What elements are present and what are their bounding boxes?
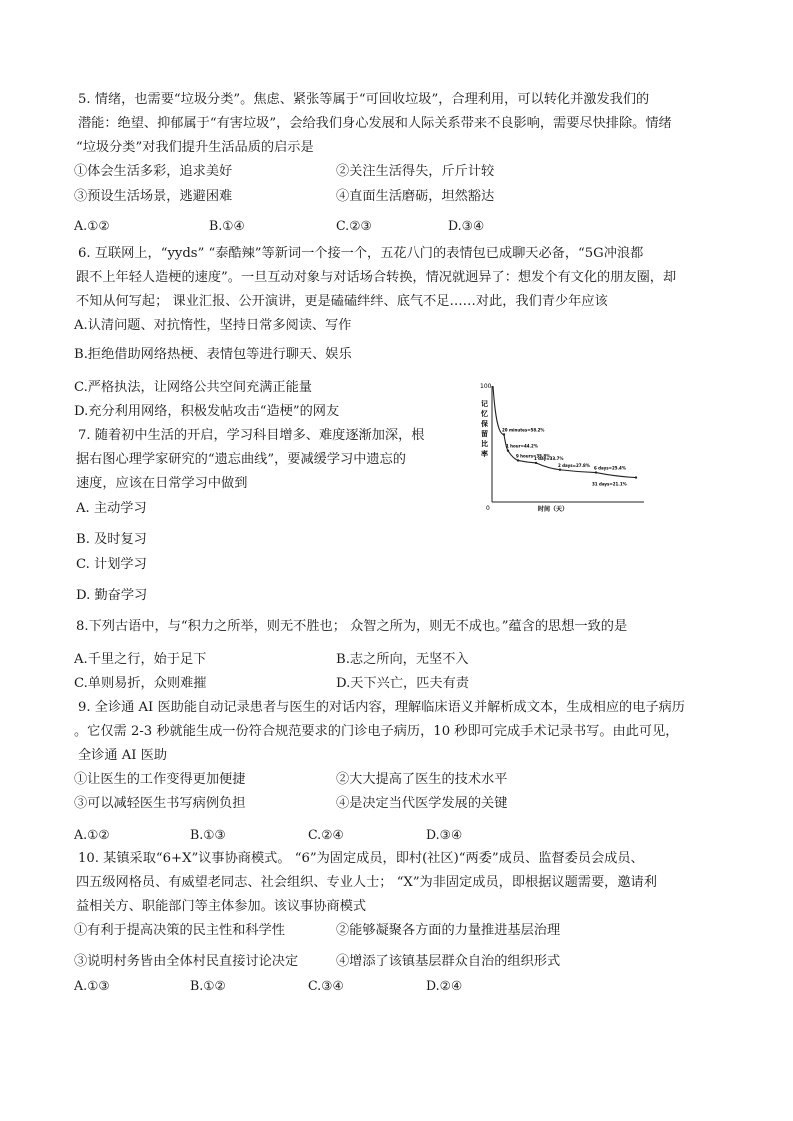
- q8-option-a: A.千里之行，始于足下: [74, 652, 207, 667]
- q10-stem-line2: 四五级网格员、有威望老同志、社会组织、专业人士； “X”为非固定成员，即根据议题需要，邀请利: [76, 875, 657, 890]
- q6-option-b: B.拒绝借助网络热梗、表情包等进行聊天、娱乐: [74, 347, 352, 362]
- curve-point-label: 31 days=21.1%: [592, 481, 627, 487]
- q5-option-a: A.①②: [74, 218, 110, 233]
- q5-option-c: C.②③: [336, 218, 372, 233]
- curve-point-label: 20 minutes=58.2%: [502, 427, 545, 433]
- q7-stem-line2: 据右图心理学家研究的“遗忘曲线”，要减缓学习中遗忘的: [76, 452, 406, 467]
- q8-stem: 8.下列古语中，与“积力之所举，则无不胜也； 众智之所为，则无不成也。”蕴含的思想一致的是: [76, 619, 628, 634]
- q9-option-a: A.①②: [74, 827, 110, 842]
- curve-point-label: 2 days=27.8%: [558, 462, 590, 468]
- q9-option-d: D.③④: [426, 827, 463, 842]
- q7-option-b: B. 及时复习: [76, 532, 147, 547]
- q7-option-a: A. 主动学习: [76, 501, 147, 516]
- q10-stem-line1: 10. 某镇采取“6+X”议事协商模式。 “6”为固定成员，即村(社区)“两委”成员、监督委员会成员、: [78, 851, 644, 866]
- q6-stem-line3: 不知从何写起； 课业汇报、公开演讲，更是磕磕绊绊、底气不足……对此，我们青少年应该: [76, 294, 608, 309]
- q6-stem-line2: 跟不上年轻人造梗的速度”。一旦互动对象与对话场合转换，情况就迥异了：想发个有文化的朋友圈，却: [76, 270, 677, 285]
- q7-option-d: D. 勤奋学习: [76, 588, 148, 603]
- forgetting-curve-chart: [478, 380, 648, 512]
- q9-stem-line1: 9. 全诊通 AI 医助能自动记录患者与医生的对话内容，理解临床语义并解析成文本，生成相应的电子病历: [78, 700, 685, 715]
- q8-option-c: C.单则易折，众则难摧: [74, 676, 207, 691]
- q5-stem-line2: 潜能：绝望、抑郁属于“有害垃圾”，会给我们身心发展和人际关系带来不良影响，需要尽快排除。情绪: [78, 116, 672, 131]
- curve-point: [503, 433, 505, 435]
- q5-statement-3: ③预设生活场景，逃避困难: [74, 189, 233, 204]
- q7-stem-line1: 7. 随着初中生活的开启，学习科目增多、难度逐渐加深，根: [78, 428, 425, 443]
- q7-stem-line3: 速度，应该在日常学习中做到: [76, 476, 248, 491]
- q6-option-a: A.认清问题、对抗惰性，坚持日常多阅读、写作: [74, 318, 352, 333]
- curve-point: [595, 471, 597, 473]
- curve-point: [559, 469, 561, 471]
- q5-option-d: D.③④: [448, 218, 485, 233]
- q7-option-c: C. 计划学习: [76, 557, 147, 572]
- q9-stem-line2: 。它仅需 2-3 秒就能生成一份符合规范要求的门诊电子病历，10 秒即可完成手术记录书写。由此可见，: [74, 724, 679, 739]
- x-axis-label: 时间（天）: [538, 506, 569, 512]
- q10-option-c: C.③④: [308, 978, 344, 993]
- q9-stem-line3: 全诊通 AI 医助: [78, 748, 168, 763]
- origin-label: 0: [486, 505, 490, 512]
- q10-statement-3: ③说明村务皆由全体村民直接讨论决定: [74, 954, 299, 969]
- curve-point-label: 9 hours=35.8%: [516, 453, 551, 459]
- q6-option-c: C.严格执法，让网络公共空间充满正能量: [74, 380, 312, 395]
- curve-point-label: 1 day=33.7%: [534, 455, 564, 461]
- q5-option-b: B.①④: [209, 218, 245, 233]
- q6-stem-line1: 6. 互联网上，“yyds” “泰酷辣”等新词一个接一个，五花八门的表情包已成聊天必备，“5G冲浪都: [78, 246, 644, 261]
- q10-option-a: A.①③: [74, 978, 110, 993]
- q5-statement-2: ②关注生活得失，斤斤计较: [336, 164, 495, 179]
- y-tick-top: 100: [480, 383, 492, 390]
- curve-point-label: 6 days=25.4%: [594, 465, 626, 471]
- q5-stem-line3: “垃圾分类”对我们提升生活品质的启示是: [76, 140, 314, 155]
- q10-statement-1: ①有利于提高决策的民主性和科学性: [74, 923, 285, 938]
- curve-point: [635, 476, 637, 478]
- q6-option-d: D.充分利用网络，积极发帖攻击“造梗”的网友: [74, 404, 340, 419]
- q10-stem-line3: 益相关方、职能部门等主体参加。该议事协商模式: [76, 899, 367, 914]
- q9-statement-2: ②大大提高了医生的技术水平: [336, 772, 508, 787]
- q9-option-c: C.②④: [308, 827, 344, 842]
- q8-option-b: B.志之所向，无坚不入: [336, 652, 469, 667]
- q8-option-d: D.天下兴亡，匹夫有责: [336, 676, 469, 691]
- q10-option-d: D.②④: [426, 978, 463, 993]
- y-axis-label: 记忆保留比率: [481, 400, 488, 458]
- curve-point: [535, 462, 537, 464]
- curve-point-label: 1 hour=44.2%: [506, 443, 538, 449]
- q10-statement-2: ②能够凝聚各方面的力量推进基层治理: [336, 923, 561, 938]
- q5-statement-4: ④直面生活磨砺，坦然豁达: [336, 189, 495, 204]
- q9-option-b: B.①③: [190, 827, 226, 842]
- q9-statement-3: ③可以减轻医生书写病例负担: [74, 796, 246, 811]
- q5-statement-1: ①体会生活多彩，追求美好: [74, 164, 233, 179]
- q10-statement-4: ④增添了该镇基层群众自治的组织形式: [336, 954, 561, 969]
- curve-point: [517, 459, 519, 461]
- q10-option-b: B.①②: [190, 978, 226, 993]
- q9-statement-4: ④是决定当代医学发展的关键: [336, 796, 508, 811]
- q5-stem-line1: 5. 情绪，也需要“垃圾分类”。焦虑、紧张等属于“可回收垃圾”，合理利用，可以转化并激发我们的: [78, 92, 650, 107]
- curve-point: [507, 450, 509, 452]
- q9-statement-1: ①让医生的工作变得更加便捷: [74, 772, 246, 787]
